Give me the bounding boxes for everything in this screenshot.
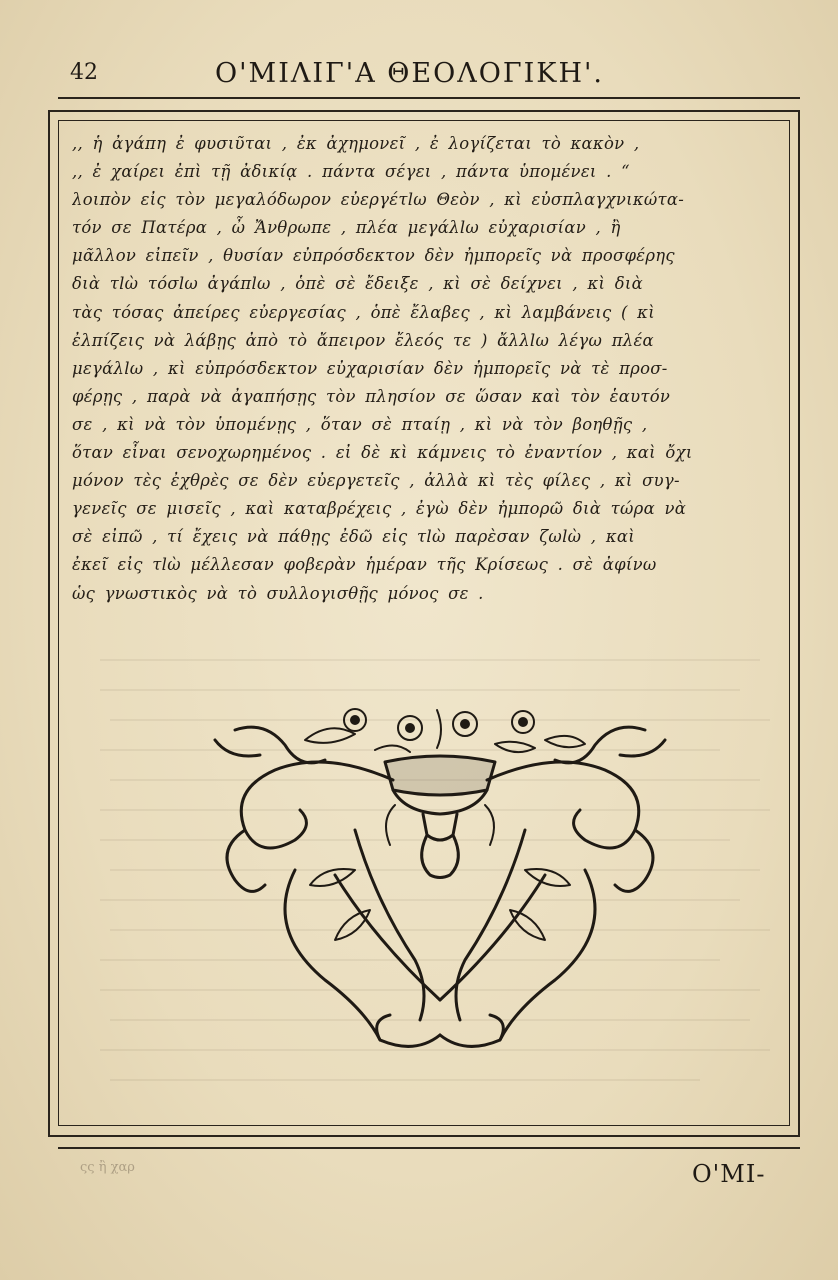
text-line: σε , κὶ νὰ τὸν ὑπομένῃς , ὅταν σὲ πταίῃ , κὶ νὰ τὸν βοηθῇς , — [72, 414, 648, 434]
text-line: διὰ τlὼ τόσlω ἀγάπlω , ὁπὲ σὲ ἔδειξε , κὶ σὲ δείχνει , κὶ διὰ — [72, 274, 643, 294]
text-line: ἐκεῖ εἰς τlὼ μέλλεσαν φοβερὰν ἡμέραν τῆς Κρίσεως . σὲ ἀφίνω — [72, 555, 657, 575]
running-title: Ο'ΜΙΛΙΓ'Α ΘΕΟΛΟΓΙΚΗ'. — [215, 58, 605, 89]
page-number: 42 — [70, 60, 98, 85]
body-text — [72, 130, 780, 608]
text-line: ,, ἡ ἀγάπη ἐ φυσιῦται , ἐκ ἀχημονεῖ , ἐ λογίζεται τὸ κακὸν , — [72, 134, 640, 153]
signature-mark: ςς ἢ χαρ — [80, 1160, 135, 1175]
text-line: φέρῃς , παρὰ νὰ ἀγαπήσῃς τὸν πλησίον σε ὥσαν καὶ τὸν ἑαυτόν — [72, 386, 671, 406]
text-line: μόνον τὲς ἐχθρὲς σε δὲν εὐεργετεῖς , ἀλλὰ κὶ τὲς φίλες , κὶ συγ- — [72, 471, 680, 491]
floral-basket-ornament-icon — [205, 700, 675, 1060]
footer-rule — [58, 1147, 800, 1149]
catchword: Ο'ΜΙ- — [692, 1160, 766, 1188]
text-line: μεγάλlω , κὶ εὐπρόσδεκτον εὐχαρισίαν δὲν ἠμπορεῖς νὰ τὲ προσ- — [72, 358, 668, 378]
text-line: τὰς τόσας ἀπείρες εὐεργεσίας , ὁπὲ ἔλαβες , κὶ λαμβάνεις ( κὶ — [72, 302, 655, 322]
text-line: ἐλπίζεις νὰ λάβῃς ἀπὸ τὸ ἄπειρον ἔλεός τε ) ἄλλlω λέγω πλέα — [72, 330, 654, 350]
text-line: ὡς γνωστικὸς νὰ τὸ συλλογισθῇς μόνος σε . — [72, 583, 484, 603]
header-rule — [58, 97, 800, 99]
text-line: γενεῖς σε μισεῖς , καὶ καταβρέχεις , ἐγὼ δὲν ἠμπορῶ διὰ τώρα νὰ — [72, 499, 687, 519]
text-line: σὲ εἰπῶ , τί ἔχεις νὰ πάθῃς ἐδῶ εἰς τlὼ παρὲσαν ζωlὼ , καὶ — [72, 527, 635, 547]
text-line: λοιπὸν εἰς τὸν μεγαλόδωρον εὐεργέτlω Θεὸν , κὶ εὐσπλαγχνικώτα- — [72, 190, 685, 210]
text-line: ,, ἐ χαίρει ἐπὶ τῇ ἀδικίᾳ . πάντα σέγει , πάντα ὑπομένει . “ — [72, 162, 630, 182]
text-line: μᾶλλον εἰπεῖν , θυσίαν εὐπρόσδεκτον δὲν ἠμπορεῖς νὰ προσφέρης — [72, 246, 675, 266]
text-line: ὅταν εἶναι σενοχωρημένος . εἰ δὲ κὶ κάμνεις τὸ ἐναντίον , καὶ ὄχι — [72, 443, 693, 463]
text-line: τόν σε Πατέρα , ὦ Ἄνθρωπε , πλέα μεγάλlω εὐχαρισίαν , ἢ — [72, 218, 621, 238]
